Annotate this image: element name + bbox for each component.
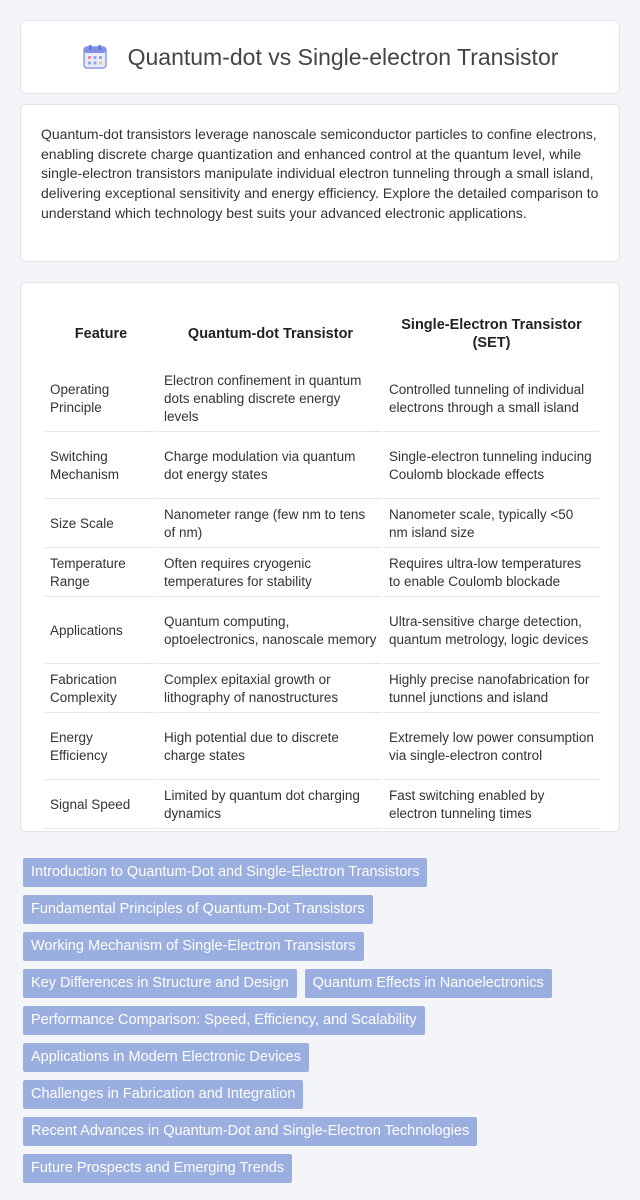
table-row: [45, 782, 599, 829]
feature-cell: Applications: [45, 599, 157, 664]
table-row: [45, 715, 599, 780]
topic-tag-challenges[interactable]: Challenges in Fabrication and Integration: [23, 1080, 303, 1109]
quantum-dot-cell: Quantum computing, optoelectronics, nanoscale memory: [159, 599, 382, 664]
column-header-feature: Feature: [74, 326, 128, 342]
quantum-dot-cell: Limited by quantum dot charging dynamics: [159, 782, 382, 829]
column-header-set: Single-Electron Transistor (SET): [401, 317, 582, 351]
column-header-quantum-dot: Quantum-dot Transistor: [187, 326, 354, 342]
quantum-dot-cell: High potential due to discrete charge states: [159, 715, 382, 780]
feature-cell: Temperature Range: [45, 550, 157, 597]
comparison-table: [43, 301, 601, 831]
table-row: [45, 599, 599, 664]
topic-tag-future-prospects[interactable]: Future Prospects and Emerging Trends: [23, 1154, 292, 1183]
table-header-row: [45, 303, 599, 365]
quantum-dot-cell: Charge modulation via quantum dot energy states: [159, 434, 382, 499]
set-cell: Ultra-sensitive charge detection, quantum metrology, logic devices: [384, 599, 599, 664]
table-row: [45, 550, 599, 597]
table-row: [45, 501, 599, 548]
feature-cell: Fabrication Complexity: [45, 666, 157, 713]
set-cell: Extremely low power consumption via single-electron control: [384, 715, 599, 780]
topic-tag-introduction[interactable]: Introduction to Quantum-Dot and Single-Electron Transistors: [23, 858, 427, 887]
topic-tag-performance-comparison[interactable]: Performance Comparison: Speed, Efficiency, and Scalability: [23, 1006, 425, 1035]
set-cell: Fast switching enabled by electron tunneling times: [384, 782, 599, 829]
table-row: [45, 367, 599, 432]
set-cell: Highly precise nanofabrication for tunnel junctions and island: [384, 666, 599, 713]
set-cell: Single-electron tunneling inducing Coulomb blockade effects: [384, 434, 599, 499]
intro-card: [20, 104, 620, 262]
page-title: Quantum-dot vs Single-electron Transistor: [127, 43, 559, 70]
topic-tag-applications[interactable]: Applications in Modern Electronic Devices: [23, 1043, 309, 1072]
set-cell: Requires ultra-low temperatures to enable Coulomb blockade: [384, 550, 599, 597]
calendar-icon: [82, 44, 108, 70]
set-cell: Controlled tunneling of individual electrons through a small island: [384, 367, 599, 432]
feature-cell: Size Scale: [45, 501, 157, 548]
table-row: [45, 666, 599, 713]
intro-paragraph: Quantum-dot transistors leverage nanoscale semiconductor particles to confine electrons, enabling discrete charge quantization and enhanced control at the quantum level, while single-electron transistors manipulate individual electron tunneling through a small island, delivering exceptional sensitivity and energy efficiency. Explore the detailed comparison to understand which technology best suits your advanced electronic applications.: [41, 126, 599, 221]
feature-cell: Energy Efficiency: [45, 715, 157, 780]
set-cell: Nanometer scale, typically <50 nm island size: [384, 501, 599, 548]
table-row: [45, 434, 599, 499]
quantum-dot-cell: Complex epitaxial growth or lithography of nanostructures: [159, 666, 382, 713]
topic-tag-fundamental-principles[interactable]: Fundamental Principles of Quantum-Dot Transistors: [23, 895, 373, 924]
feature-cell: Signal Speed: [45, 782, 157, 829]
quantum-dot-cell: Electron confinement in quantum dots enabling discrete energy levels: [159, 367, 382, 432]
topic-tag-recent-advances[interactable]: Recent Advances in Quantum-Dot and Single-Electron Technologies: [23, 1117, 477, 1146]
quantum-dot-cell: Often requires cryogenic temperatures for stability: [159, 550, 382, 597]
topic-tag-quantum-effects[interactable]: Quantum Effects in Nanoelectronics: [305, 969, 552, 998]
topic-tags: [23, 858, 603, 1191]
feature-cell: Switching Mechanism: [45, 434, 157, 499]
header-card: [20, 20, 620, 94]
feature-cell: Operating Principle: [45, 367, 157, 432]
comparison-table-card: [20, 282, 620, 832]
quantum-dot-cell: Nanometer range (few nm to tens of nm): [159, 501, 382, 548]
topic-tag-key-differences[interactable]: Key Differences in Structure and Design: [23, 969, 297, 998]
topic-tag-working-mechanism[interactable]: Working Mechanism of Single-Electron Transistors: [23, 932, 364, 961]
